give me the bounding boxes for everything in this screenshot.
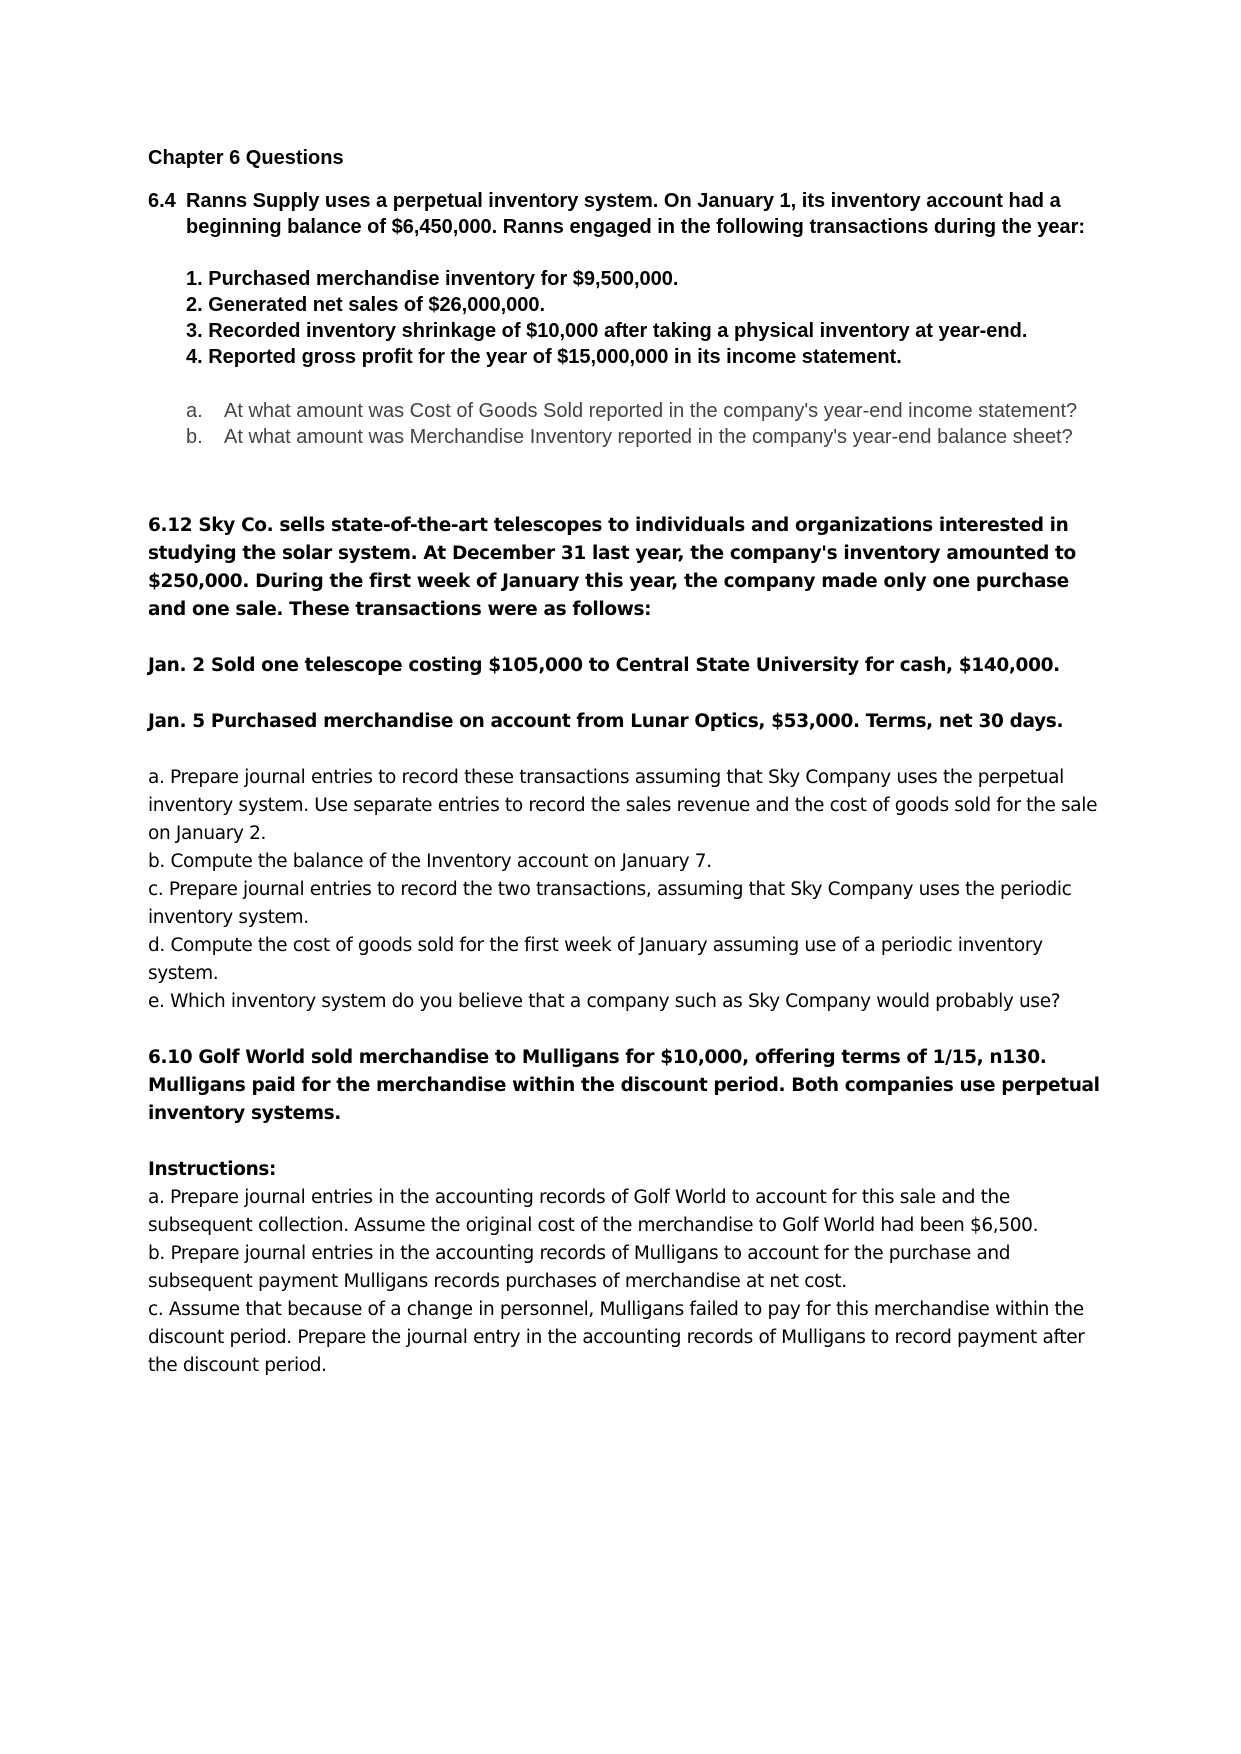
list-item: 3. Recorded inventory shrinkage of $10,000 after taking a physical inventory at year-end. (186, 320, 1028, 342)
list-item: a. Prepare journal entries in the accounting records of Golf World to account for this sale and the subsequent collection. Assume the original cost of the merchandise to Golf World had been $6,500. (148, 1187, 1039, 1236)
instructions-label: Instructions: (148, 1159, 277, 1180)
question-text: Ranns Supply uses a perpetual inventory system. On January 1, its inventory account had a beginning balance of $6,450,000. Ranns engaged in the following transactions during the year: (186, 190, 1086, 238)
subquestion-letter: b. (186, 426, 203, 448)
list-item (186, 424, 1108, 450)
list-item: 1. Purchased merchandise inventory for $9,500,000. (186, 268, 679, 290)
question-6-4-subquestions (186, 398, 1108, 450)
list-item: d. Compute the cost of goods sold for the first week of January assuming use of a periodic inventory system. (148, 935, 1043, 984)
subquestion-text: At what amount was Merchandise Inventory reported in the company's year-end balance sheet? (224, 426, 1073, 448)
subquestion-text: At what amount was Cost of Goods Sold reported in the company's year-end income statement? (224, 400, 1078, 422)
list-item: 4. Reported gross profit for the year of $15,000,000 in its income statement. (186, 346, 902, 368)
question-6-12-parts (148, 764, 1108, 1016)
list-item: b. Compute the balance of the Inventory account on January 7. (148, 851, 712, 872)
list-item: c. Prepare journal entries to record the two transactions, assuming that Sky Company uses the periodic inventory system. (148, 879, 1072, 928)
chapter-title: Chapter 6 Questions (148, 147, 344, 169)
question-6-4-intro (148, 188, 1108, 240)
question-6-12-intro: 6.12 Sky Co. sells state-of-the-art telescopes to individuals and organizations interested in studying the solar system. At December 31 last year, the company's inventory amounted to $250,000. During the first week of January this year, the company made only one purchase and one sale. These transactions were as follows: (148, 515, 1076, 620)
question-6-10 (148, 1044, 1108, 1380)
list-item (186, 398, 1108, 424)
question-number: 6.4 (148, 190, 176, 212)
list-item: a. Prepare journal entries to record these transactions assuming that Sky Company uses the perpetual inventory system. Use separate entries to record the sales revenue and the cost of goods sold for the sale on January 2. (148, 767, 1098, 844)
list-item: c. Assume that because of a change in personnel, Mulligans failed to pay for this merchandise within the discount period. Prepare the journal entry in the accounting records of Mulligans to record payment after the discount period. (148, 1299, 1085, 1376)
list-item: b. Prepare journal entries in the accounting records of Mulligans to account for the purchase and subsequent payment Mulligans records purchases of merchandise at net cost. (148, 1243, 1011, 1292)
subquestion-letter: a. (186, 400, 203, 422)
transaction-jan-5: Jan. 5 Purchased merchandise on account from Lunar Optics, $53,000. Terms, net 30 days. (148, 711, 1064, 732)
question-6-12 (148, 512, 1108, 1016)
transaction-jan-2: Jan. 2 Sold one telescope costing $105,000 to Central State University for cash, $140,000. (148, 655, 1060, 676)
transaction-list (186, 266, 1108, 370)
list-item: 2. Generated net sales of $26,000,000. (186, 294, 546, 316)
document-page (148, 146, 1108, 1380)
list-item: e. Which inventory system do you believe that a company such as Sky Company would probably use? (148, 991, 1061, 1012)
question-6-10-intro: 6.10 Golf World sold merchandise to Mulligans for $10,000, offering terms of 1/15, n130. Mulligans paid for the merchandise within the discount period. Both companies use perpetual inventory systems. (148, 1047, 1100, 1124)
